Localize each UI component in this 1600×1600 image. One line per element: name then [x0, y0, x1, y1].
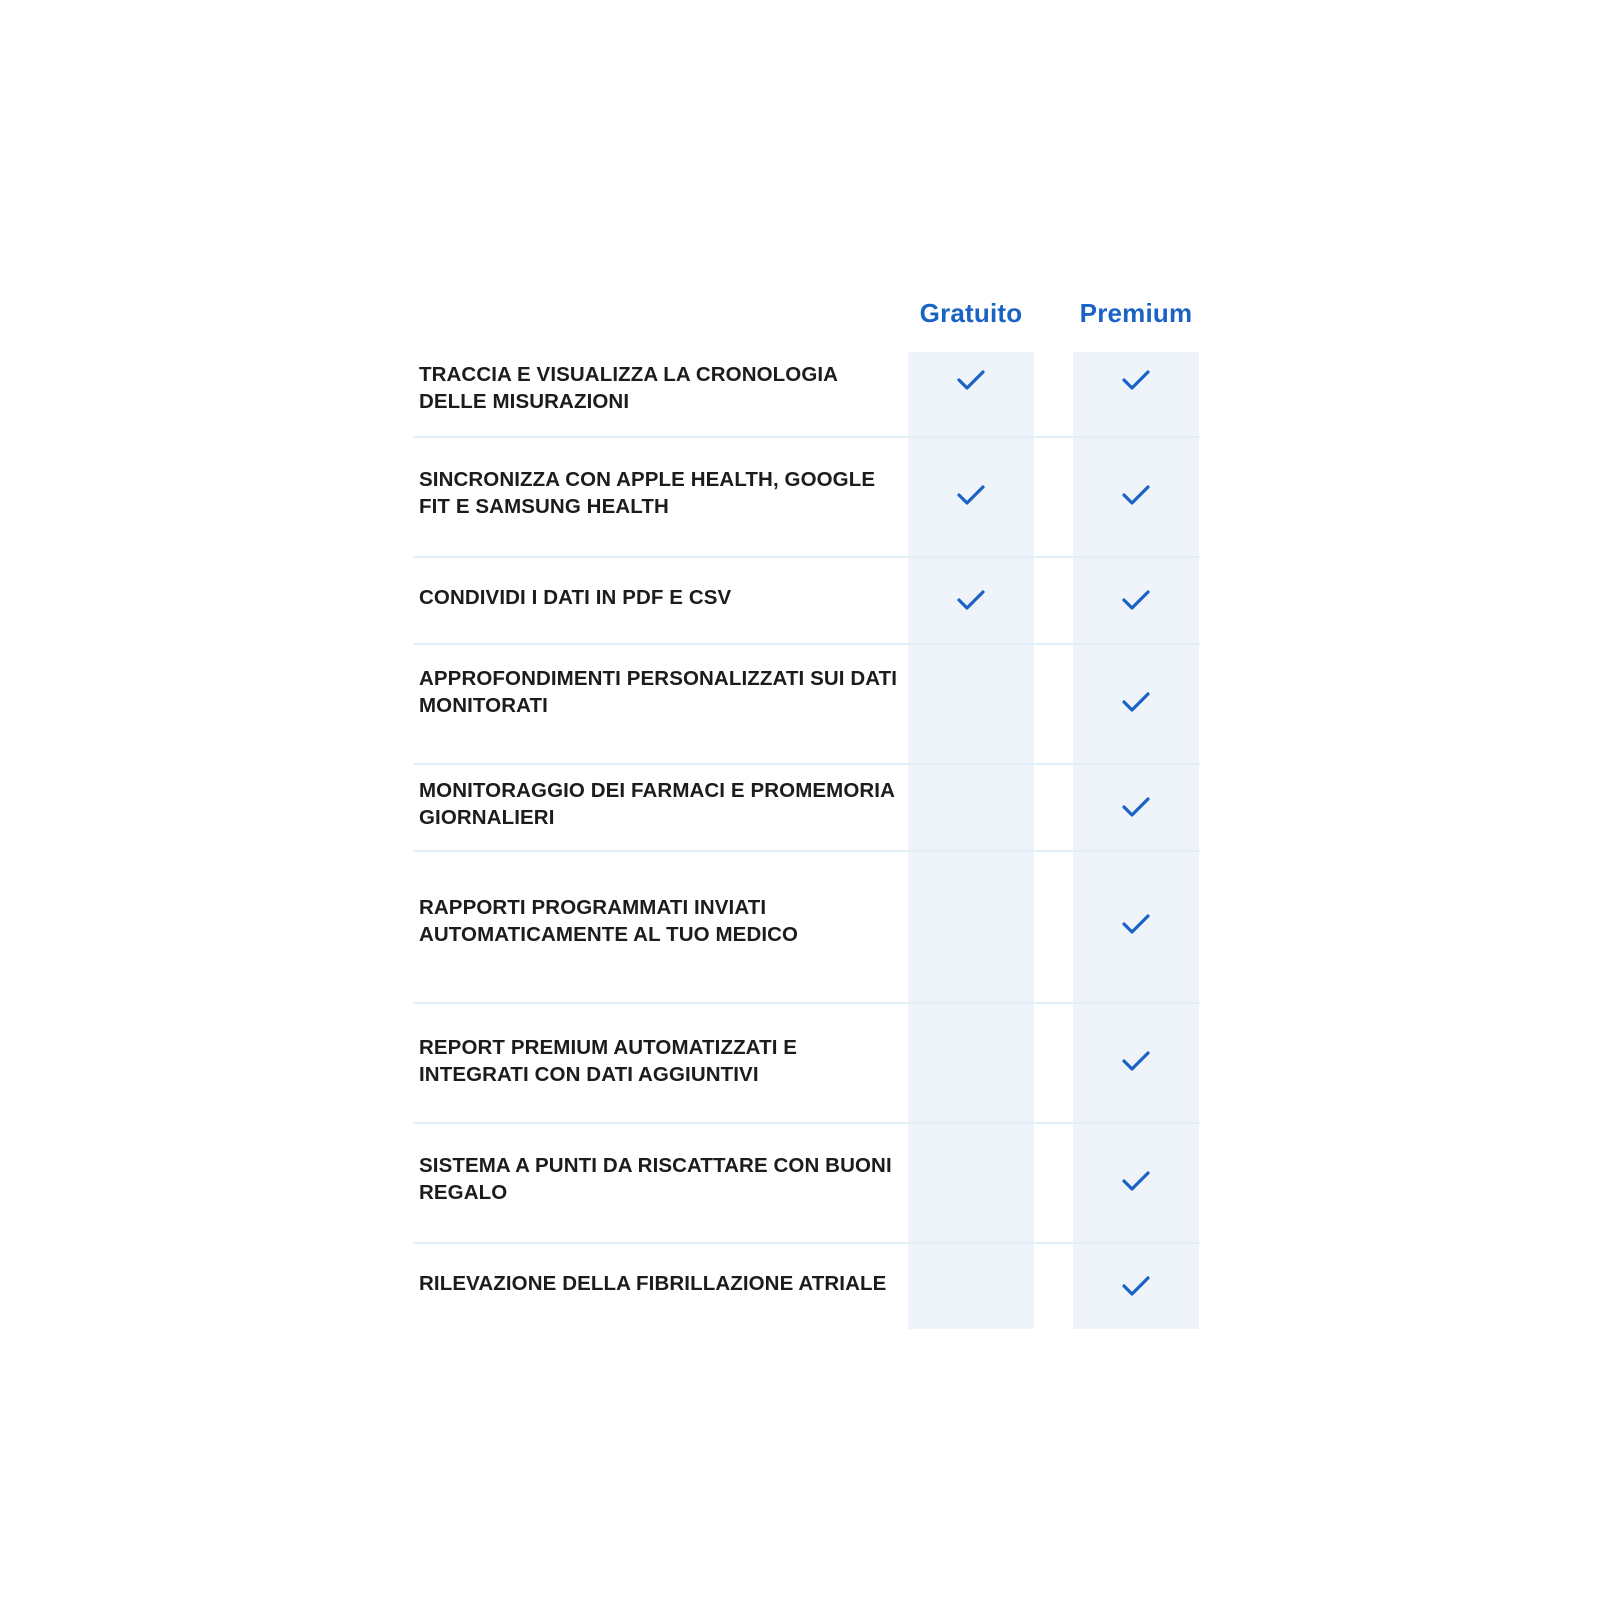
- check-icon-graphic: [1122, 796, 1150, 818]
- table-row: [413, 352, 1200, 438]
- table-row: [413, 438, 1200, 558]
- table-row: [413, 1004, 1200, 1124]
- check-icon: [1073, 586, 1199, 614]
- check-icon-graphic: [1122, 691, 1150, 713]
- check-icon: [908, 481, 1034, 509]
- feature-label: SISTEMA A PUNTI DA RISCATTARE CON BUONI REGALO: [419, 1154, 892, 1204]
- table-header: [413, 296, 1200, 352]
- check-icon-graphic: [1122, 1050, 1150, 1072]
- feature-label: RILEVAZIONE DELLA FIBRILLAZIONE ATRIALE: [419, 1272, 887, 1295]
- check-icon: [1073, 1167, 1199, 1195]
- table-row: [413, 765, 1200, 852]
- table-body: [413, 352, 1200, 1329]
- feature-label: APPROFONDIMENTI PERSONALIZZATI SUI DATI MONITORATI: [419, 667, 898, 717]
- feature-label: MONITORAGGIO DEI FARMACI E PROMEMORIA GIORNALIERI: [419, 779, 895, 829]
- check-icon: [1073, 481, 1199, 509]
- table-row: [413, 558, 1200, 645]
- check-icon: [1073, 793, 1199, 821]
- check-icon: [1073, 366, 1199, 394]
- check-icon: [1073, 688, 1199, 716]
- check-icon-graphic: [957, 369, 985, 391]
- check-icon-graphic: [957, 484, 985, 506]
- check-icon: [908, 586, 1034, 614]
- table-row: [413, 1124, 1200, 1244]
- check-icon-graphic: [1122, 484, 1150, 506]
- check-icon-graphic: [1122, 913, 1150, 935]
- check-icon: [1073, 1272, 1199, 1300]
- table-row: [413, 1244, 1200, 1329]
- feature-label: REPORT PREMIUM AUTOMATIZZATI E INTEGRATI CON DATI AGGIUNTIVI: [419, 1036, 798, 1086]
- check-icon-graphic: [1122, 1170, 1150, 1192]
- check-icon-graphic: [957, 589, 985, 611]
- check-icon-graphic: [1122, 1275, 1150, 1297]
- feature-label: CONDIVIDI I DATI IN PDF E CSV: [419, 586, 732, 609]
- plan-comparison-table: [413, 296, 1200, 1329]
- check-icon-graphic: [1122, 369, 1150, 391]
- check-icon-graphic: [1122, 589, 1150, 611]
- column-header-free: Gratuito: [919, 298, 1023, 328]
- check-icon: [908, 366, 1034, 394]
- table-row: [413, 645, 1200, 765]
- check-icon: [1073, 1047, 1199, 1075]
- check-icon: [1073, 910, 1199, 938]
- feature-label: TRACCIA E VISUALIZZA LA CRONOLOGIA DELLE MISURAZIONI: [419, 363, 838, 413]
- table-row: [413, 852, 1200, 1004]
- column-header-premium: Premium: [1079, 298, 1193, 328]
- feature-label: RAPPORTI PROGRAMMATI INVIATI AUTOMATICAMENTE AL TUO MEDICO: [419, 896, 799, 946]
- feature-label: SINCRONIZZA CON APPLE HEALTH, GOOGLE FIT E SAMSUNG HEALTH: [419, 468, 876, 518]
